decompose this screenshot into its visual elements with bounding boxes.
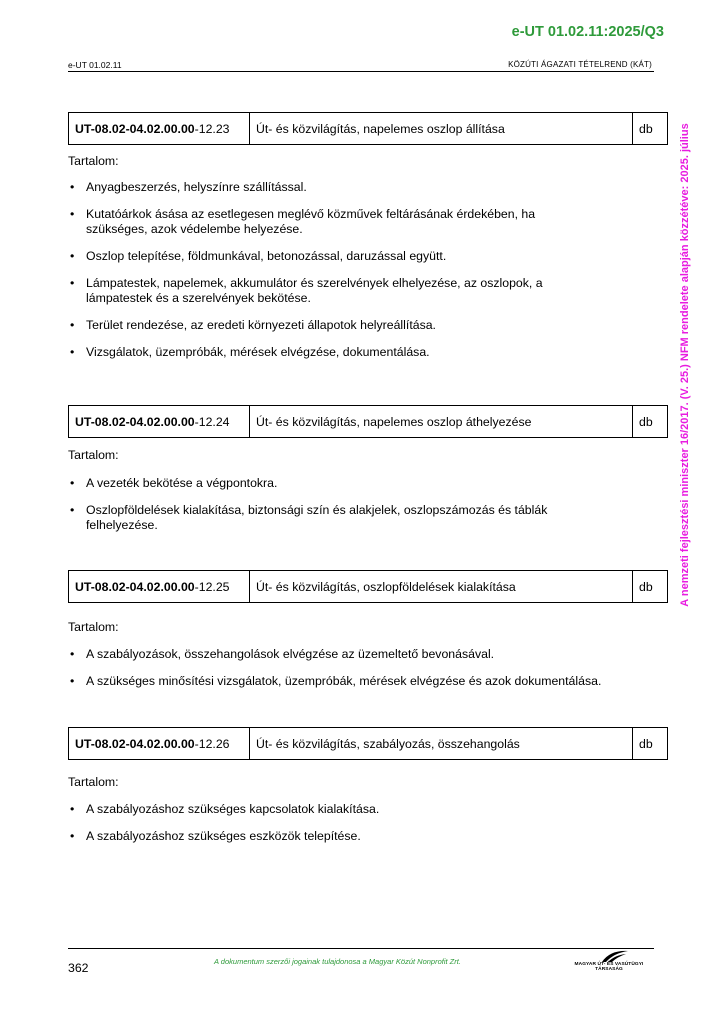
- item-table-1226: [68, 727, 668, 760]
- list-item: • Terület rendezése, az eredeti környezeti állapotok helyreállítása.: [68, 318, 658, 333]
- item-code-cell: [69, 113, 250, 145]
- content-label: Tartalom:: [68, 154, 119, 168]
- header-divider: [68, 71, 654, 72]
- content-label: Tartalom:: [68, 448, 119, 462]
- item-code-suffix: -12.26: [194, 736, 230, 751]
- content-label: Tartalom:: [68, 620, 119, 634]
- bullet-list-1224: [68, 476, 658, 545]
- item-code-cell: [69, 571, 250, 603]
- item-description: Út- és közvilágítás, napelemes oszlop áthelyezése: [250, 406, 633, 438]
- list-item: • Kutatóárkok ásása az esetlegesen meglévő közművek feltárásának érdekében, ha szükséges, azok védelembe helyezése.: [68, 207, 658, 237]
- side-publication-note-text: A nemzeti fejlesztési miniszter 16/2017. (V. 25.) NFM rendelete alapján közzétéve: 2025. július: [678, 123, 691, 607]
- table-row: [69, 113, 668, 145]
- item-code-cell: [69, 728, 250, 760]
- list-item: • Lámpatestek, napelemek, akkumulátor és szerelvények elhelyezése, az oszlopok, a lámpatestek és a szerelvények bekötése.: [68, 276, 658, 306]
- item-unit: db: [633, 571, 668, 603]
- item-unit: db: [633, 113, 668, 145]
- logo-text: MAGYAR ÚT- ÉS VASÚTÜGYI TÁRSASÁG: [574, 962, 644, 972]
- item-description: Út- és közvilágítás, szabályozás, összehangolás: [250, 728, 633, 760]
- document-code: e-UT 01.02.11:2025/Q3: [511, 24, 664, 40]
- list-item: • A vezeték bekötése a végpontokra.: [68, 476, 658, 491]
- table-row: [69, 571, 668, 603]
- item-code-suffix: -12.25: [194, 579, 230, 594]
- bullet-list-1223: [68, 180, 658, 372]
- item-table-1225: [68, 570, 668, 603]
- item-description: Út- és közvilágítás, napelemes oszlop állítása: [250, 113, 633, 145]
- item-code-main: UT-08.02-04.02.00.00: [75, 579, 195, 594]
- item-code-suffix: -12.23: [194, 121, 230, 136]
- table-row: [69, 728, 668, 760]
- list-item: • A szabályozáshoz szükséges eszközök telepítése.: [68, 829, 658, 844]
- content-label: Tartalom:: [68, 775, 119, 789]
- item-code-cell: [69, 406, 250, 438]
- list-item: • A szükséges minősítési vizsgálatok, üzempróbák, mérések elvégzése és azok dokumentálása.: [68, 674, 658, 689]
- list-item: • A szabályozáshoz szükséges kapcsolatok kialakítása.: [68, 802, 658, 817]
- list-item: • Oszlop telepítése, földmunkával, betonozással, daruzással együtt.: [68, 249, 658, 264]
- list-item: • Oszlopföldelések kialakítása, biztonsági szín és alakjelek, oszlopszámozás és táblák felhelyezése.: [68, 503, 658, 533]
- company-logo: [562, 948, 656, 972]
- bullet-list-1225: [68, 647, 658, 701]
- list-item: • A szabályozások, összehangolások elvégzése az üzemeltető bevonásával.: [68, 647, 658, 662]
- item-unit: db: [633, 728, 668, 760]
- list-item: • Anyagbeszerzés, helyszínre szállítással.: [68, 180, 658, 195]
- side-publication-note: [676, 96, 693, 634]
- list-item: • Vizsgálatok, üzempróbák, mérések elvégzése, dokumentálása.: [68, 345, 658, 360]
- bullet-list-1226: [68, 802, 658, 856]
- item-description: Út- és közvilágítás, oszlopföldelések kialakítása: [250, 571, 633, 603]
- item-table-1223: [68, 112, 668, 145]
- header-left-code: e-UT 01.02.11: [68, 60, 122, 70]
- table-row: [69, 406, 668, 438]
- item-table-1224: [68, 405, 668, 438]
- item-code-suffix: -12.24: [194, 414, 230, 429]
- page-number: 362: [68, 961, 89, 975]
- copyright-note: A dokumentum szerzői jogainak tulajdonosa a Magyar Közút Nonprofit Zrt.: [214, 957, 461, 966]
- item-unit: db: [633, 406, 668, 438]
- item-code-main: UT-08.02-04.02.00.00: [75, 414, 195, 429]
- item-code-main: UT-08.02-04.02.00.00: [75, 121, 195, 136]
- item-code-main: UT-08.02-04.02.00.00: [75, 736, 195, 751]
- header-right-title: KÖZÚTI ÁGAZATI TÉTELREND (KÁT): [508, 60, 652, 69]
